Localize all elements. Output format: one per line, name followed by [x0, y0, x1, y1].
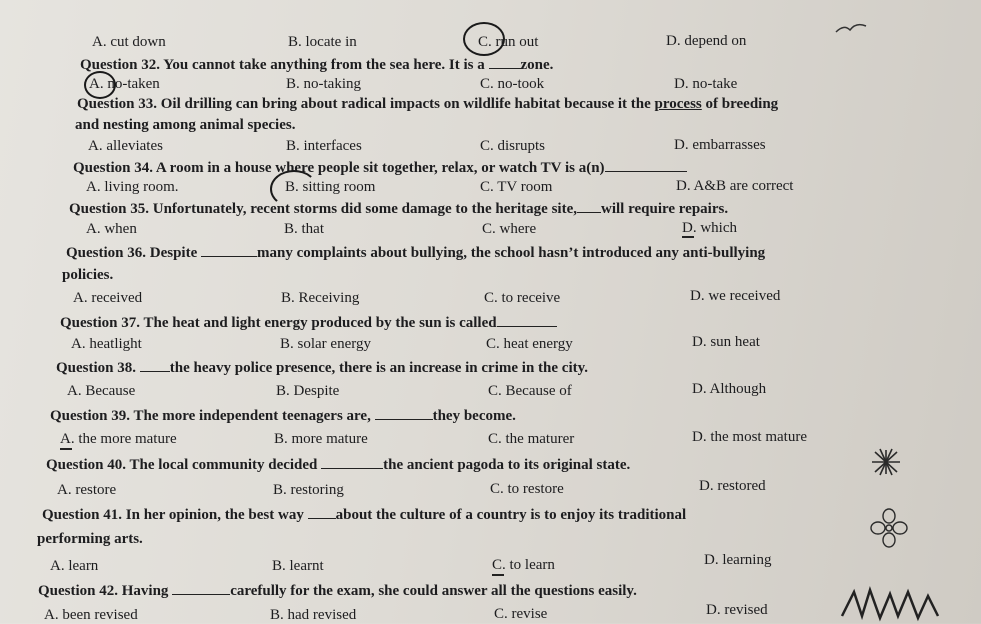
question-36: Question 36. Despite many complaints about bullying, the school hasn’t introduced any anti-bullying [66, 245, 766, 261]
question-33: Question 33. Oil drilling can bring about radical impacts on wildlife habitat because it the process of breeding [77, 96, 779, 112]
answer-circle [463, 22, 505, 56]
question-40: Question 40. The local community decided the ancient pagoda to its original state. [46, 457, 631, 473]
answer-blank[interactable] [321, 455, 383, 469]
question-39: Question 39. The more independent teenagers are, they become. [50, 408, 516, 424]
option-a[interactable]: A. no-taken [89, 76, 160, 92]
option-b[interactable]: B. no-taking [286, 76, 361, 92]
question-38: Question 38. the heavy police presence, there is an increase in crime in the city. [56, 360, 589, 376]
answer-blank[interactable] [497, 313, 557, 327]
option-c[interactable]: C. revise [494, 606, 548, 622]
answer-blank[interactable] [308, 505, 336, 519]
option-d[interactable]: D. we received [690, 288, 781, 304]
option-a[interactable]: A. restore [57, 482, 117, 498]
question-42: Question 42. Having carefully for the exam, she could answer all the questions easily. [38, 583, 637, 599]
option-a[interactable]: A. Because [67, 383, 136, 399]
option-b[interactable]: B. that [284, 221, 324, 237]
option-c[interactable]: C. heat energy [486, 336, 573, 352]
answer-mark [60, 448, 72, 450]
option-d[interactable]: D. restored [699, 478, 766, 494]
option-b[interactable]: B. restoring [273, 482, 344, 498]
question-41-line2: performing arts. [37, 531, 143, 547]
question-34: Question 34. A room in a house where people sit together, relax, or watch TV is a(n) [73, 158, 687, 177]
option-c[interactable]: C. to learn [492, 557, 555, 573]
option-c[interactable]: C. where [482, 221, 537, 237]
option-b[interactable]: B. solar energy [280, 336, 371, 352]
option-a[interactable]: A. received [73, 290, 143, 306]
option-c[interactable]: C. the maturer [488, 431, 575, 447]
option-a[interactable]: A. been revised [44, 607, 138, 623]
option-b[interactable]: B. Receiving [281, 290, 360, 306]
question-35: Question 35. Unfortunately, recent storms did some damage to the heritage site, will require repairs. [69, 201, 729, 217]
option-a[interactable]: A. alleviates [88, 138, 163, 154]
option-c[interactable]: C. disrupts [480, 138, 546, 154]
answer-mark [492, 574, 504, 576]
option-b[interactable]: B. sitting room [285, 179, 376, 195]
option-d[interactable]: D. which [682, 220, 737, 236]
option-a[interactable]: A. the more mature [60, 431, 177, 447]
option-d[interactable]: D. the most mature [692, 429, 807, 445]
option-d[interactable]: D. learning [704, 552, 772, 568]
answer-blank[interactable] [489, 55, 521, 69]
option-c[interactable]: C. TV room [480, 179, 553, 195]
option-a[interactable]: A. when [86, 221, 137, 237]
option-a[interactable]: A. living room. [86, 179, 179, 195]
option-d[interactable]: D. depend on [666, 33, 747, 49]
question-33-line2: and nesting among animal species. [75, 117, 296, 133]
option-c[interactable]: C. run out [478, 34, 539, 50]
answer-blank[interactable] [375, 406, 433, 420]
option-b[interactable]: B. more mature [274, 431, 368, 447]
option-b[interactable]: B. had revised [270, 607, 357, 623]
option-d[interactable]: D. sun heat [692, 334, 760, 350]
option-a[interactable]: A. heatlight [71, 336, 142, 352]
option-d[interactable]: D. no-take [674, 76, 738, 92]
option-d[interactable]: D. Although [692, 381, 767, 397]
flower-doodle-icon [868, 506, 910, 552]
question-37: Question 37. The heat and light energy produced by the sun is called [60, 313, 557, 332]
question-36-line2: policies. [62, 267, 114, 283]
pen-mark-icon [834, 20, 868, 38]
option-d[interactable]: D. revised [706, 602, 768, 618]
option-b[interactable]: B. locate in [288, 34, 357, 50]
option-b[interactable]: B. learnt [272, 558, 324, 574]
option-d[interactable]: D. embarrasses [674, 137, 766, 153]
answer-blank[interactable] [577, 199, 601, 213]
answer-blank[interactable] [201, 243, 257, 257]
option-a[interactable]: A. learn [50, 558, 99, 574]
flower-doodle-icon [866, 446, 906, 478]
option-a[interactable]: A. cut down [92, 34, 166, 50]
answer-mark [682, 236, 694, 238]
question-32: Question 32. You cannot take anything from the sea here. It is a zone. [80, 57, 554, 73]
option-c[interactable]: C. Because of [488, 383, 572, 399]
option-c[interactable]: C. to restore [490, 481, 564, 497]
answer-blank[interactable] [605, 158, 687, 172]
option-d[interactable]: D. A&B are correct [676, 178, 794, 194]
option-c[interactable]: C. to receive [484, 290, 561, 306]
option-c[interactable]: C. no-took [480, 76, 545, 92]
scribble-icon [840, 586, 940, 623]
question-41: Question 41. In her opinion, the best way about the culture of a country is to enjoy its traditional [42, 507, 687, 523]
option-b[interactable]: B. interfaces [286, 138, 362, 154]
answer-blank[interactable] [172, 581, 230, 595]
answer-blank[interactable] [140, 358, 170, 372]
option-b[interactable]: B. Despite [276, 383, 340, 399]
